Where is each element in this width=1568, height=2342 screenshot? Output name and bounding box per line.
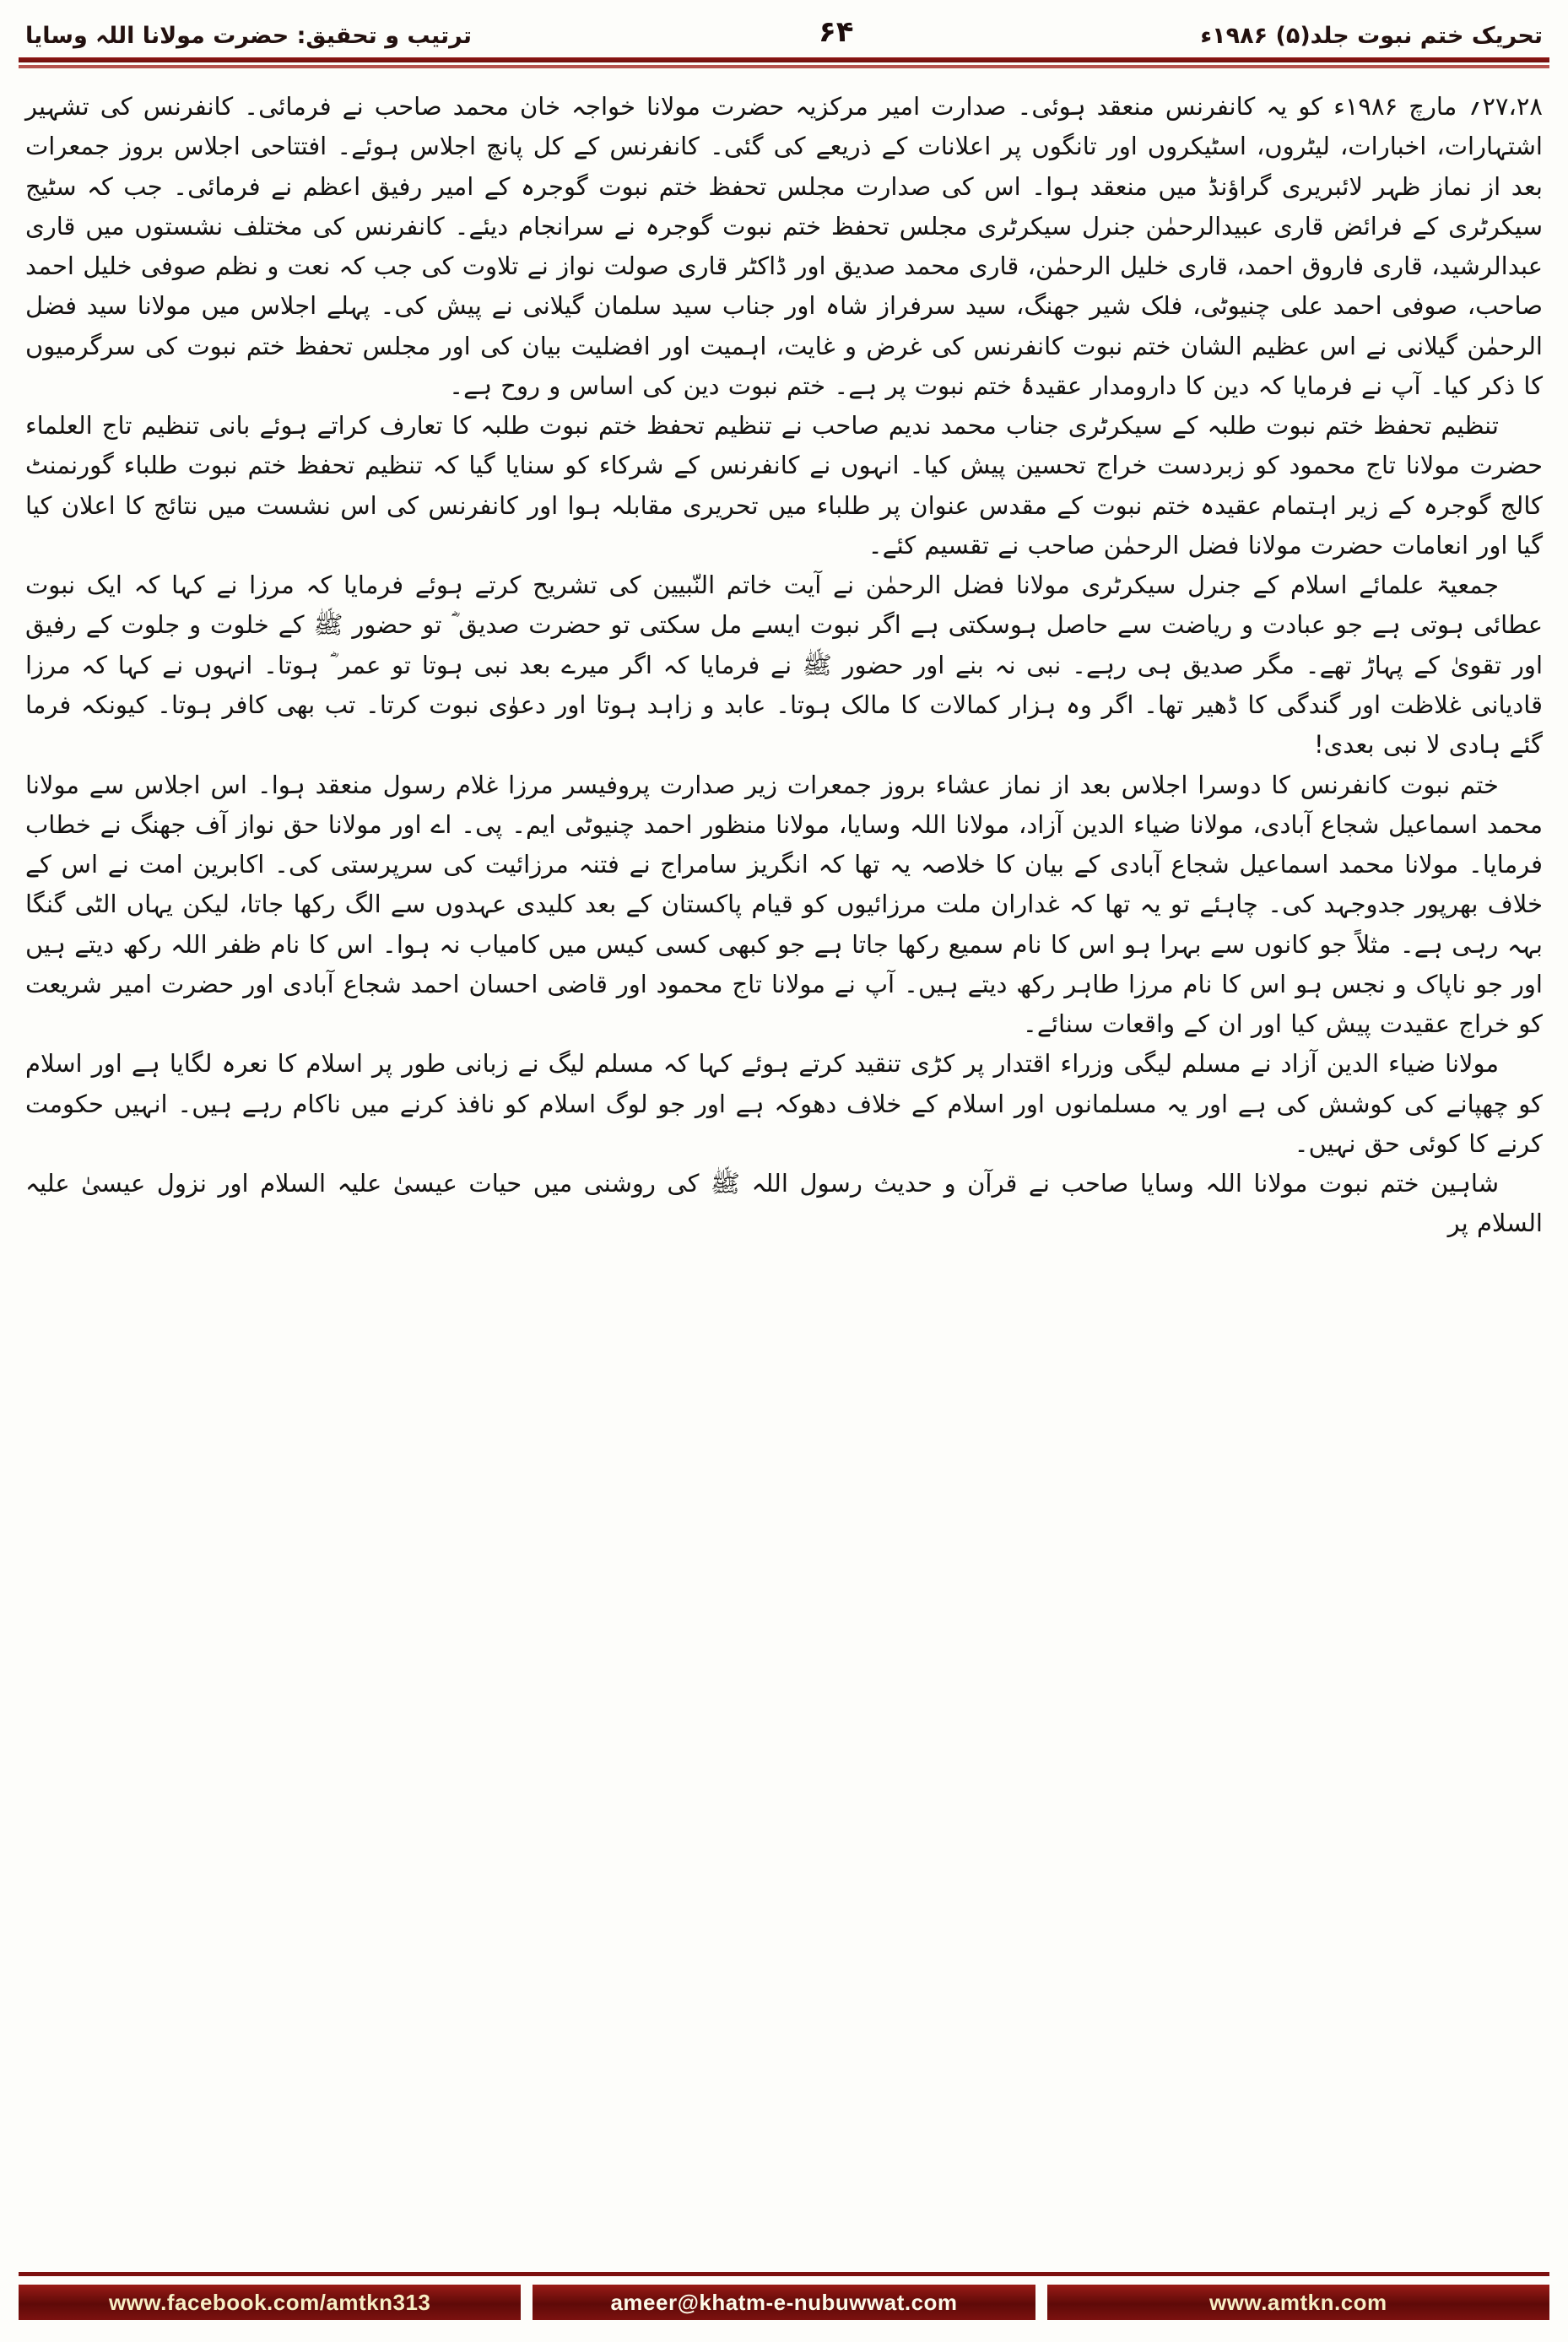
- footer-website-url: www.amtkn.com: [1047, 2285, 1549, 2320]
- paragraph: مولانا ضیاء الدین آزاد نے مسلم لیگی وزراء اقتدار پر کڑی تنقید کرتے ہوئے کہا کہ مسلم لیگ نے زبانی طور پر اسلام کا نعرہ لگایا ہے اور اسلام کو چھپانے کی کوشش کی ہے اور یہ مسلمانوں اور اسلام کے خلاف دھوکہ ہے اور جو لوگ اسلام کو نافذ کرنے میں ناکام رہے ہیں۔ انہیں حکومت کرنے کا کوئی حق نہیں۔: [25, 1049, 1543, 1158]
- paragraph: ۲۷،۲۸؍ مارچ ۱۹۸۶ء کو یہ کانفرنس منعقد ہوئی۔ صدارت امیر مرکزیہ حضرت مولانا خواجہ خان محمد صاحب نے فرمائی۔ کانفرنس کی تشہیر اشتہارات، اخبارات، لیٹروں، اسٹیکروں اور تانگوں پر اعلانات کے ذریعے کی گئی۔ کانفرنس کے کل پانچ اجلاس ہوئے۔ افتتاحی اجلاس بروز جمعرات بعد از نماز ظہر لائبریری گراؤنڈ میں منعقد ہوا۔ اس کی صدارت مجلس تحفظ ختم نبوت گوجرہ کے امیر رفیق اعظم نے فرمائی۔ جب کہ سٹیج سیکرٹری کے فرائض قاری عبیدالرحمٰن جنرل سیکرٹری مجلس تحفظ ختم نبوت گوجرہ نے سرانجام دیئے۔ کانفرنس کی مختلف نشستوں میں قاری عبدالرشید، قاری فاروق احمد، قاری خلیل الرحمٰن، قاری محمد صدیق اور ڈاکٹر قاری صولت نواز نے تلاوت کی جب کہ نعت و نظم صوفی خلیل احمد صاحب، صوفی احمد علی چنیوٹی، فلک شیر جھنگ، سید سرفراز شاہ اور جناب سید سلمان گیلانی نے پیش کی۔ پہلے اجلاس میں مولانا سید فضل الرحمٰن گیلانی نے اس عظیم الشان ختم نبوت کانفرنس کی غرض و غایت، اہمیت اور افضلیت بیان کی اور مجلس تحفظ ختم نبوت کی سرگرمیوں کا ذکر کیا۔ آپ نے فرمایا کہ دین کا دارومدار عقیدۂ ختم نبوت پر ہے۔ ختم نبوت دین کی اساس و روح ہے۔: [25, 92, 1543, 400]
- page-footer: [0, 2272, 1568, 2342]
- paragraph: تنظیم تحفظ ختم نبوت طلبہ کے سیکرٹری جناب محمد ندیم صاحب نے تنظیم تحفظ ختم نبوت طلبہ کا تعارف کراتے ہوئے بانی تنظیم تاج العلماء حضرت مولانا تاج محمود کو زبردست خراج تحسین پیش کیا۔ انہوں نے کانفرنس کے شرکاء کو سنایا گیا کہ تنظیم تحفظ ختم نبوت طلباء گورنمنٹ کالج گوجرہ کے زیر اہتمام عقیدہ ختم نبوت کے مقدس عنوان پر طلباء میں تحریری مقابلہ ہوا اور کانفرنس کی اس نشست میں نتائج کا اعلان کیا گیا اور انعامات حضرت مولانا فضل الرحمٰن صاحب نے تقسیم کئے۔: [25, 411, 1543, 560]
- body-text-block: [0, 65, 1568, 2272]
- footer-divider-rule: [19, 2272, 1549, 2276]
- paragraph: جمعیۃ علمائے اسلام کے جنرل سیکرٹری مولانا فضل الرحمٰن نے آیت خاتم النّبیین کی تشریح کرتے ہوئے فرمایا کہ مرزا نے کہا کہ ایک نبوت عطائی ہوتی ہے جو عبادت و ریاضت سے حاصل ہوسکتی ہے اگر نبوت ایسے مل سکتی تو حضرت صدیق ؓ تو حضور ﷺ کے خلوت و جلوت کے رفیق اور تقویٰ کے پہاڑ تھے۔ مگر صدیق ہی رہے۔ نبی نہ بنے اور حضور ﷺ نے فرمایا کہ اگر میرے بعد نبی ہوتا تو عمر ؓ ہوتا۔ انہوں نے کہا کہ مرزا قادیانی غلاظت اور گندگی کا ڈھیر تھا۔ اگر وہ ہزار کمالات کا مالک ہوتا۔ عابد و زاہد ہوتا اور دعوٰی نبوت کرتا۔ تب بھی کافر ہوتا۔ کیونکہ فرما گئے ہادی لا نبی بعدی!: [25, 571, 1543, 760]
- paragraph: شاہین ختم نبوت مولانا اللہ وسایا صاحب نے قرآن و حدیث رسول اللہ ﷺ کی روشنی میں حیات عیسیٰ علیہ السلام اور نزول عیسیٰ علیہ السلام پر: [25, 1169, 1543, 1238]
- page-number: ۶۴: [818, 15, 854, 49]
- footer-email-address: ameer@khatm-e-nubuwwat.com: [533, 2285, 1035, 2320]
- header-volume-title: تحریک ختم نبوت جلد(۵) ۱۹۸۶ء: [1200, 23, 1543, 49]
- footer-bars: [0, 2285, 1568, 2320]
- page-header: [0, 0, 1568, 57]
- header-editor-title: ترتیب و تحقیق: حضرت مولانا اللہ وسایا: [25, 23, 473, 49]
- header-divider-rule: [19, 57, 1549, 65]
- paragraph: ختم نبوت کانفرنس کا دوسرا اجلاس بعد از نماز عشاء بروز جمعرات زیر صدارت پروفیسر مرزا غلام رسول منعقد ہوا۔ اس اجلاس سے مولانا محمد اسماعیل شجاع آبادی، مولانا ضیاء الدین آزاد، مولانا اللہ وسایا، مولانا منظور احمد چنیوٹی ایم۔ پی۔ اے اور مولانا حق نواز آف جھنگ نے خطاب فرمایا۔ مولانا محمد اسماعیل شجاع آبادی کے بیان کا خلاصہ یہ تھا کہ انگریز سامراج نے فتنہ مرزائیت کی سرپرستی کی۔ اکابرین امت نے اس کے خلاف بھرپور جدوجہد کی۔ چاہئے تو یہ تھا کہ غداران ملت مرزائیوں کو قیام پاکستان کے بعد کلیدی عہدوں سے الگ رکھا جاتا، لیکن یہاں الٹی گنگا بہہ رہی ہے۔ مثلاً جو کانوں سے بہرا ہو اس کا نام سمیع رکھا جاتا ہے جو کبھی کسی کیس میں کامیاب نہ ہوا۔ اس کا نام ظفر اللہ رکھ دیتے ہیں اور جو ناپاک و نجس ہو اس کا نام مرزا طاہر رکھ دیتے ہیں۔ آپ نے مولانا تاج محمود اور قاضی احسان احمد شجاع آبادی اور حضرت امیر شریعت کو خراج عقیدت پیش کیا اور ان کے واقعات سنائے۔: [25, 770, 1543, 1039]
- footer-facebook-url: www.facebook.com/amtkn313: [19, 2285, 521, 2320]
